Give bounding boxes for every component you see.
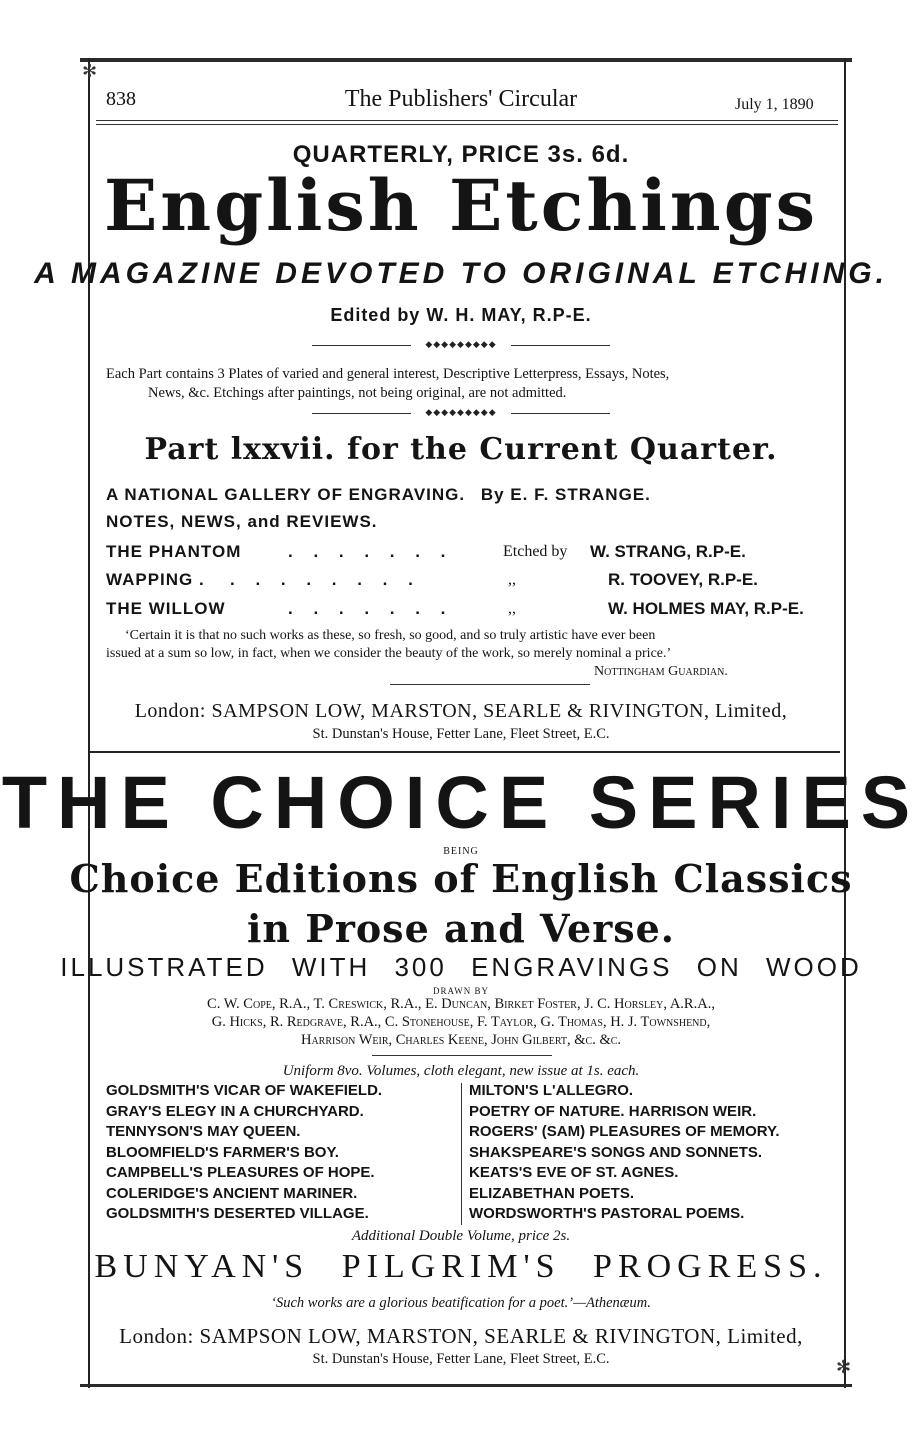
- plate-label: Etched by: [503, 543, 568, 560]
- format-line: Uniform 8vo. Volumes, cloth elegant, new issue at 1s. each.: [282, 1063, 640, 1079]
- issue-date: July 1, 1890: [735, 96, 814, 113]
- list-item: WORDSWORTH'S PASTORAL POEMS.: [469, 1205, 745, 1222]
- plate-title: THE PHANTOM: [106, 542, 242, 561]
- diamond-ornament: ◆◆◆◆◆◆◆◆◆: [411, 339, 511, 350]
- header-rule: [96, 124, 838, 125]
- short-rule: [372, 1055, 552, 1056]
- titles-right-column: [469, 1081, 780, 1225]
- plate-title: THE WILLOW: [106, 599, 226, 618]
- list-item: MILTON'S L'ALLEGRO.: [469, 1082, 634, 1099]
- list-item: GOLDSMITH'S DESERTED VILLAGE.: [106, 1205, 369, 1222]
- series-title: THE CHOICE SERIES: [1, 761, 921, 844]
- list-item: CAMPBELL'S PLEASURES OF HOPE.: [106, 1164, 375, 1181]
- leader-dots: . . . . . . . .: [230, 570, 421, 589]
- page-number: 838: [106, 88, 136, 110]
- contents-byline: By E. F. STRANGE.: [480, 485, 651, 504]
- list-item: ELIZABETHAN POETS.: [469, 1184, 635, 1202]
- contents-item: [106, 485, 651, 505]
- list-item: TENNYSON'S MAY QUEEN.: [106, 1123, 301, 1140]
- series-subtitle: Choice Editions of English Classics: [69, 856, 853, 901]
- contents-item: NOTES, NEWS, and REVIEWS.: [106, 512, 378, 531]
- list-item: ROGERS' (SAM) PLEASURES OF MEMORY.: [469, 1123, 780, 1140]
- diamond-ornament: ◆◆◆◆◆◆◆◆◆: [411, 407, 511, 418]
- plate-artist: W. STRANG, R.P-E.: [590, 542, 746, 561]
- short-rule: [390, 684, 590, 685]
- publisher-line: London: SAMPSON LOW, MARSTON, SEARLE & RIVINGTON, Limited,: [119, 1324, 803, 1348]
- artists-line: Harrison Weir, Charles Keene, John Gilbert, &c. &c.: [300, 1032, 622, 1048]
- bottom-border-rule: [80, 1384, 852, 1387]
- artists-line: G. Hicks, R. Redgrave, R.A., C. Stonehouse, F. Taylor, G. Thomas, H. J. Townshend,: [211, 1014, 711, 1030]
- plate-label: ,,: [508, 600, 516, 617]
- price-line: QUARTERLY, PRICE 3s. 6d.: [292, 141, 630, 168]
- list-item: SHAKSPEARE'S SONGS AND SONNETS.: [469, 1143, 763, 1161]
- list-item: GRAY'S ELEGY IN A CHURCHYARD.: [106, 1102, 364, 1120]
- description-line: Each Part contains 3 Plates of varied and general interest, Descriptive Letterpress, Essays, Notes,: [106, 366, 670, 382]
- contents-title: A NATIONAL GALLERY OF ENGRAVING.: [106, 485, 466, 504]
- leader-dots: . . . . . . .: [288, 599, 454, 618]
- series-subtitle: in Prose and Verse.: [246, 906, 676, 951]
- journal-title: The Publishers' Circular: [344, 86, 578, 112]
- corner-ornament-icon: ✻: [82, 61, 98, 81]
- artists-line: C. W. Cope, R.A., T. Creswick, R.A., E. Duncan, Birket Foster, J. C. Horsley, A.R.A.,: [207, 996, 715, 1012]
- additional-volume-line: Additional Double Volume, price 2s.: [351, 1228, 571, 1244]
- being-label: BEING: [443, 846, 479, 857]
- plate-artist: R. TOOVEY, R.P-E.: [608, 570, 758, 589]
- header-rule: [96, 120, 838, 121]
- list-item: GOLDSMITH'S VICAR OF WAKEFIELD.: [106, 1082, 383, 1099]
- drawn-by-label: DRAWN BY: [432, 986, 490, 996]
- list-item: POETRY OF NATURE. HARRISON WEIR.: [469, 1102, 757, 1120]
- review-quote: ‘Certain it is that no such works as these, so fresh, so good, and so truly artistic have ever been: [125, 628, 656, 643]
- description-line: News, &c. Etchings after paintings, not being original, are not admitted.: [148, 385, 567, 401]
- list-item: KEATS'S EVE OF ST. AGNES.: [469, 1164, 679, 1181]
- publisher-line: London: SAMPSON LOW, MARSTON, SEARLE & RIVINGTON, Limited,: [134, 700, 788, 722]
- section-divider: [90, 751, 840, 753]
- column-divider: [461, 1083, 462, 1225]
- leader-dots: . . . . . . .: [288, 542, 454, 561]
- plate-title: WAPPING .: [106, 570, 205, 589]
- publisher-address: St. Dunstan's House, Fetter Lane, Fleet Street, E.C.: [312, 726, 610, 742]
- editor-line: Edited by W. H. MAY, R.P-E.: [330, 305, 592, 325]
- publisher-address: St. Dunstan's House, Fetter Lane, Fleet Street, E.C.: [312, 1351, 610, 1367]
- bunyan-quote: ‘Such works are a glorious beatification for a poet.’—Athenæum.: [271, 1295, 651, 1311]
- magazine-title: English Etchings: [103, 164, 819, 247]
- corner-ornament-icon: ✻: [836, 1357, 852, 1377]
- list-item: COLERIDGE'S ANCIENT MARINER.: [106, 1184, 358, 1202]
- illustrated-line: ILLUSTRATED WITH 300 ENGRAVINGS ON WOOD: [60, 952, 862, 982]
- bunyan-title: BUNYAN'S PILGRIM'S PROGRESS.: [94, 1248, 828, 1285]
- part-heading: Part lxxvii. for the Current Quarter.: [144, 432, 778, 467]
- plate-artist: W. HOLMES MAY, R.P-E.: [608, 599, 804, 618]
- titles-left-column: [106, 1081, 382, 1225]
- plate-label: ,,: [508, 571, 516, 588]
- list-item: BLOOMFIELD'S FARMER'S BOY.: [106, 1143, 339, 1161]
- quote-source: Nottingham Guardian.: [594, 664, 728, 679]
- magazine-subtitle: A MAGAZINE DEVOTED TO ORIGINAL ETCHING.: [34, 257, 888, 290]
- review-quote: issued at a sum so low, in fact, when we consider the beauty of the work, so merely nominal a price.’: [106, 646, 672, 661]
